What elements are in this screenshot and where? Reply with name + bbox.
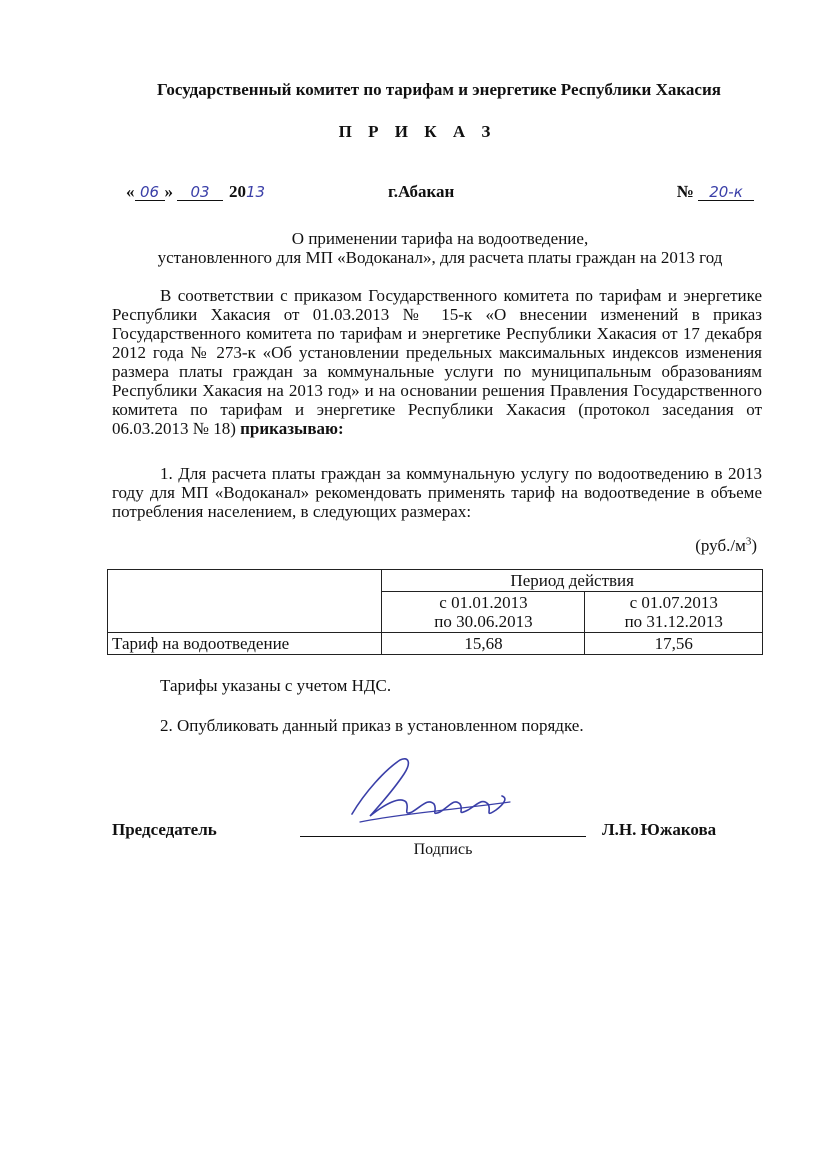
date-month: 03 — [177, 184, 223, 201]
document-date — [126, 182, 265, 202]
preamble-text: В соответствии с приказом Государственного комитета по тарифам и энергетике Республики Хакасия от 01.03.2013 № 15-к «О внесении изменений в приказ Государственного комитета по тарифам и энергетике Республики Хакасия от 17 декабря 2012 года № 273-к «Об установлении предельных максимальных индексов изменения размера платы граждан за коммунальные услуги по муниципальным образованиям Республики Хакасия на 2013 год» и на основании решения Правления Государственного комитета по тарифам и энергетике Республики Хакасия (протокол заседания от 06.03.2013 № 18) — [112, 286, 762, 438]
tariff-table — [107, 569, 763, 655]
unit-base: (руб./м — [695, 536, 746, 555]
preamble-paragraph — [112, 286, 762, 438]
date-row — [126, 182, 754, 206]
number-label: № — [676, 182, 694, 201]
handwritten-signature-icon — [330, 752, 530, 842]
preamble-order-word: приказываю: — [240, 419, 344, 438]
unit-sup: 3 — [745, 535, 752, 548]
subject-line-2: установленного для МП «Водоканал», для расчета платы граждан на 2013 год — [157, 248, 723, 267]
organization-name: Государственный комитет по тарифам и энергетике Республики Хакасия — [157, 80, 721, 99]
signatory-name: Л.Н. Южакова — [602, 820, 717, 839]
date-year-prefix: 20 — [229, 182, 246, 201]
unit-close: ) — [751, 536, 757, 555]
item-1-text: 1. Для расчета платы граждан за коммунальную услугу по водоотведению в 2013 году для МП «Водоканал» рекомендовать применять тариф на водоотведение в объеме потребления населением, в следующих размерах: — [112, 464, 762, 521]
period-header-cell: Период действия — [382, 570, 763, 592]
document-subject — [100, 229, 780, 267]
document-number — [677, 182, 754, 201]
table-header-row — [108, 570, 763, 592]
table-empty-header-cell — [108, 570, 382, 633]
signatory-title: Председатель — [112, 820, 217, 839]
unit-label — [695, 536, 757, 555]
vat-note: Тарифы указаны с учетом НДС. — [160, 676, 392, 695]
date-day: 06 — [135, 184, 165, 201]
quote-close: » — [164, 182, 173, 201]
item-1-paragraph — [112, 464, 762, 521]
signature-label: Подпись — [413, 841, 473, 858]
period-1-from: с 01.01.2013 — [439, 593, 528, 612]
document-city: г.Абакан — [388, 182, 455, 201]
table-row — [108, 633, 763, 655]
period-2-from: с 01.07.2013 — [629, 593, 718, 612]
period-1-to: по 30.06.2013 — [434, 612, 533, 631]
period-2-cell — [585, 592, 763, 633]
subject-line-1: О применении тарифа на водоотведение, — [291, 229, 589, 248]
item-2-paragraph: 2. Опубликовать данный приказ в установленном порядке. — [160, 716, 584, 735]
date-year-suffix: 13 — [246, 183, 266, 201]
number-value: 20-к — [698, 184, 754, 201]
document-type: П Р И К А З — [338, 122, 497, 141]
row-value-2-cell: 17,56 — [585, 633, 763, 655]
quote-open: « — [126, 182, 135, 201]
signature-line — [300, 836, 586, 837]
row-value-1-cell: 15,68 — [382, 633, 585, 655]
period-2-to: по 31.12.2013 — [624, 612, 723, 631]
period-1-cell — [382, 592, 585, 633]
row-label-cell: Тариф на водоотведение — [108, 633, 382, 655]
